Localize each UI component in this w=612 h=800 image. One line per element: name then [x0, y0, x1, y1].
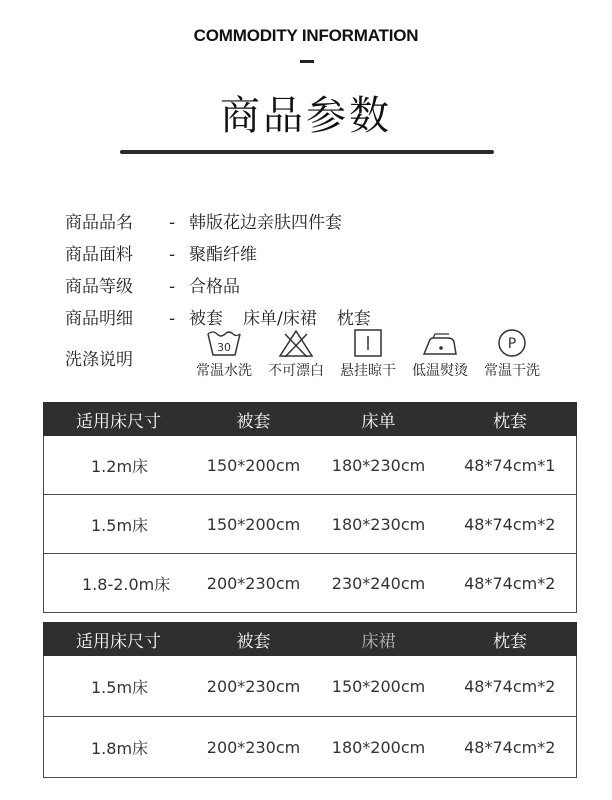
table-cell: 180*200cm	[314, 717, 444, 778]
care-item-wash	[189, 328, 259, 380]
header-cell: 被套	[194, 623, 314, 656]
detail-item: 枕套	[336, 309, 371, 329]
table-cell: 150*200cm	[194, 436, 314, 495]
table-cell: 150*200cm	[314, 656, 444, 717]
care-text: 悬挂晾干	[340, 363, 396, 379]
table-cell: 230*240cm	[314, 554, 444, 613]
info-row-fabric	[65, 242, 257, 268]
table-cell: 48*74cm*2	[444, 656, 577, 717]
care-text: 不可漂白	[268, 363, 324, 379]
wash-temperature: 30	[217, 341, 231, 354]
care-item-bleach	[261, 328, 331, 380]
info-value: 聚酯纤维	[189, 245, 257, 265]
info-dash: -	[169, 309, 176, 329]
care-item-dryclean	[477, 328, 547, 380]
table-cell: 150*200cm	[194, 495, 314, 554]
table-cell: 200*230cm	[194, 717, 314, 778]
info-value: 合格品	[189, 277, 240, 297]
info-label: 商品明细	[65, 309, 133, 329]
header-cell: 床裙	[314, 623, 444, 656]
table-cell: 180*230cm	[314, 495, 444, 554]
info-dash: -	[169, 213, 176, 233]
size-table-2	[43, 622, 577, 778]
table-header-row	[44, 623, 577, 656]
care-text: 常温水洗	[196, 363, 252, 379]
detail-item: 被套	[189, 309, 223, 329]
table-cell: 1.8m床	[44, 717, 194, 778]
table-cell: 1.8-2.0m床	[44, 554, 194, 613]
care-item-dry	[333, 328, 403, 380]
table-cell: 200*230cm	[194, 656, 314, 717]
table-cell: 1.5m床	[44, 656, 194, 717]
detail-item: 床单/床裙	[243, 309, 317, 329]
no-bleach-icon	[277, 328, 315, 358]
care-label: 洗涤说明	[65, 350, 133, 370]
table-header-row	[44, 403, 577, 436]
table-cell: 200*230cm	[194, 554, 314, 613]
info-dash: -	[169, 277, 176, 297]
header-english-title: COMMODITY INFORMATION	[193, 26, 419, 45]
header-chinese-title: 商品参数	[220, 93, 392, 139]
hang-dry-icon	[349, 328, 387, 358]
info-row-name	[65, 210, 342, 236]
table-row	[44, 656, 577, 717]
info-value: 韩版花边亲肤四件套	[189, 213, 342, 233]
header-cell: 适用床尺寸	[44, 623, 194, 656]
title-divider	[120, 150, 494, 154]
care-item-iron	[405, 328, 475, 380]
header-cell: 枕套	[444, 623, 577, 656]
table-cell: 1.2m床	[44, 436, 194, 495]
table-row	[44, 554, 577, 613]
header-cell: 床单	[314, 403, 444, 436]
size-table-1	[43, 402, 577, 613]
table-cell: 48*74cm*2	[444, 554, 577, 613]
table-cell: 1.5m床	[44, 495, 194, 554]
header-cell: 适用床尺寸	[44, 403, 194, 436]
care-text: 低温熨烫	[412, 363, 468, 379]
header-cell: 枕套	[444, 403, 577, 436]
table-row	[44, 717, 577, 778]
low-iron-icon	[421, 328, 459, 358]
table-row	[44, 436, 577, 495]
table-cell: 48*74cm*1	[444, 436, 577, 495]
wash-30-icon	[205, 328, 243, 358]
table-row	[44, 495, 577, 554]
info-dash: -	[169, 245, 176, 265]
info-row-grade	[65, 274, 240, 300]
info-label: 商品面料	[65, 245, 133, 265]
dry-clean-letter: P	[507, 336, 517, 352]
info-label: 商品等级	[65, 277, 133, 297]
header-dash	[300, 60, 314, 63]
table-cell: 48*74cm*2	[444, 717, 577, 778]
info-label: 商品品名	[65, 213, 133, 233]
table-cell: 48*74cm*2	[444, 495, 577, 554]
dry-clean-p-icon	[493, 328, 531, 358]
care-text: 常温干洗	[484, 363, 540, 379]
table-cell: 180*230cm	[314, 436, 444, 495]
header-cell: 被套	[194, 403, 314, 436]
